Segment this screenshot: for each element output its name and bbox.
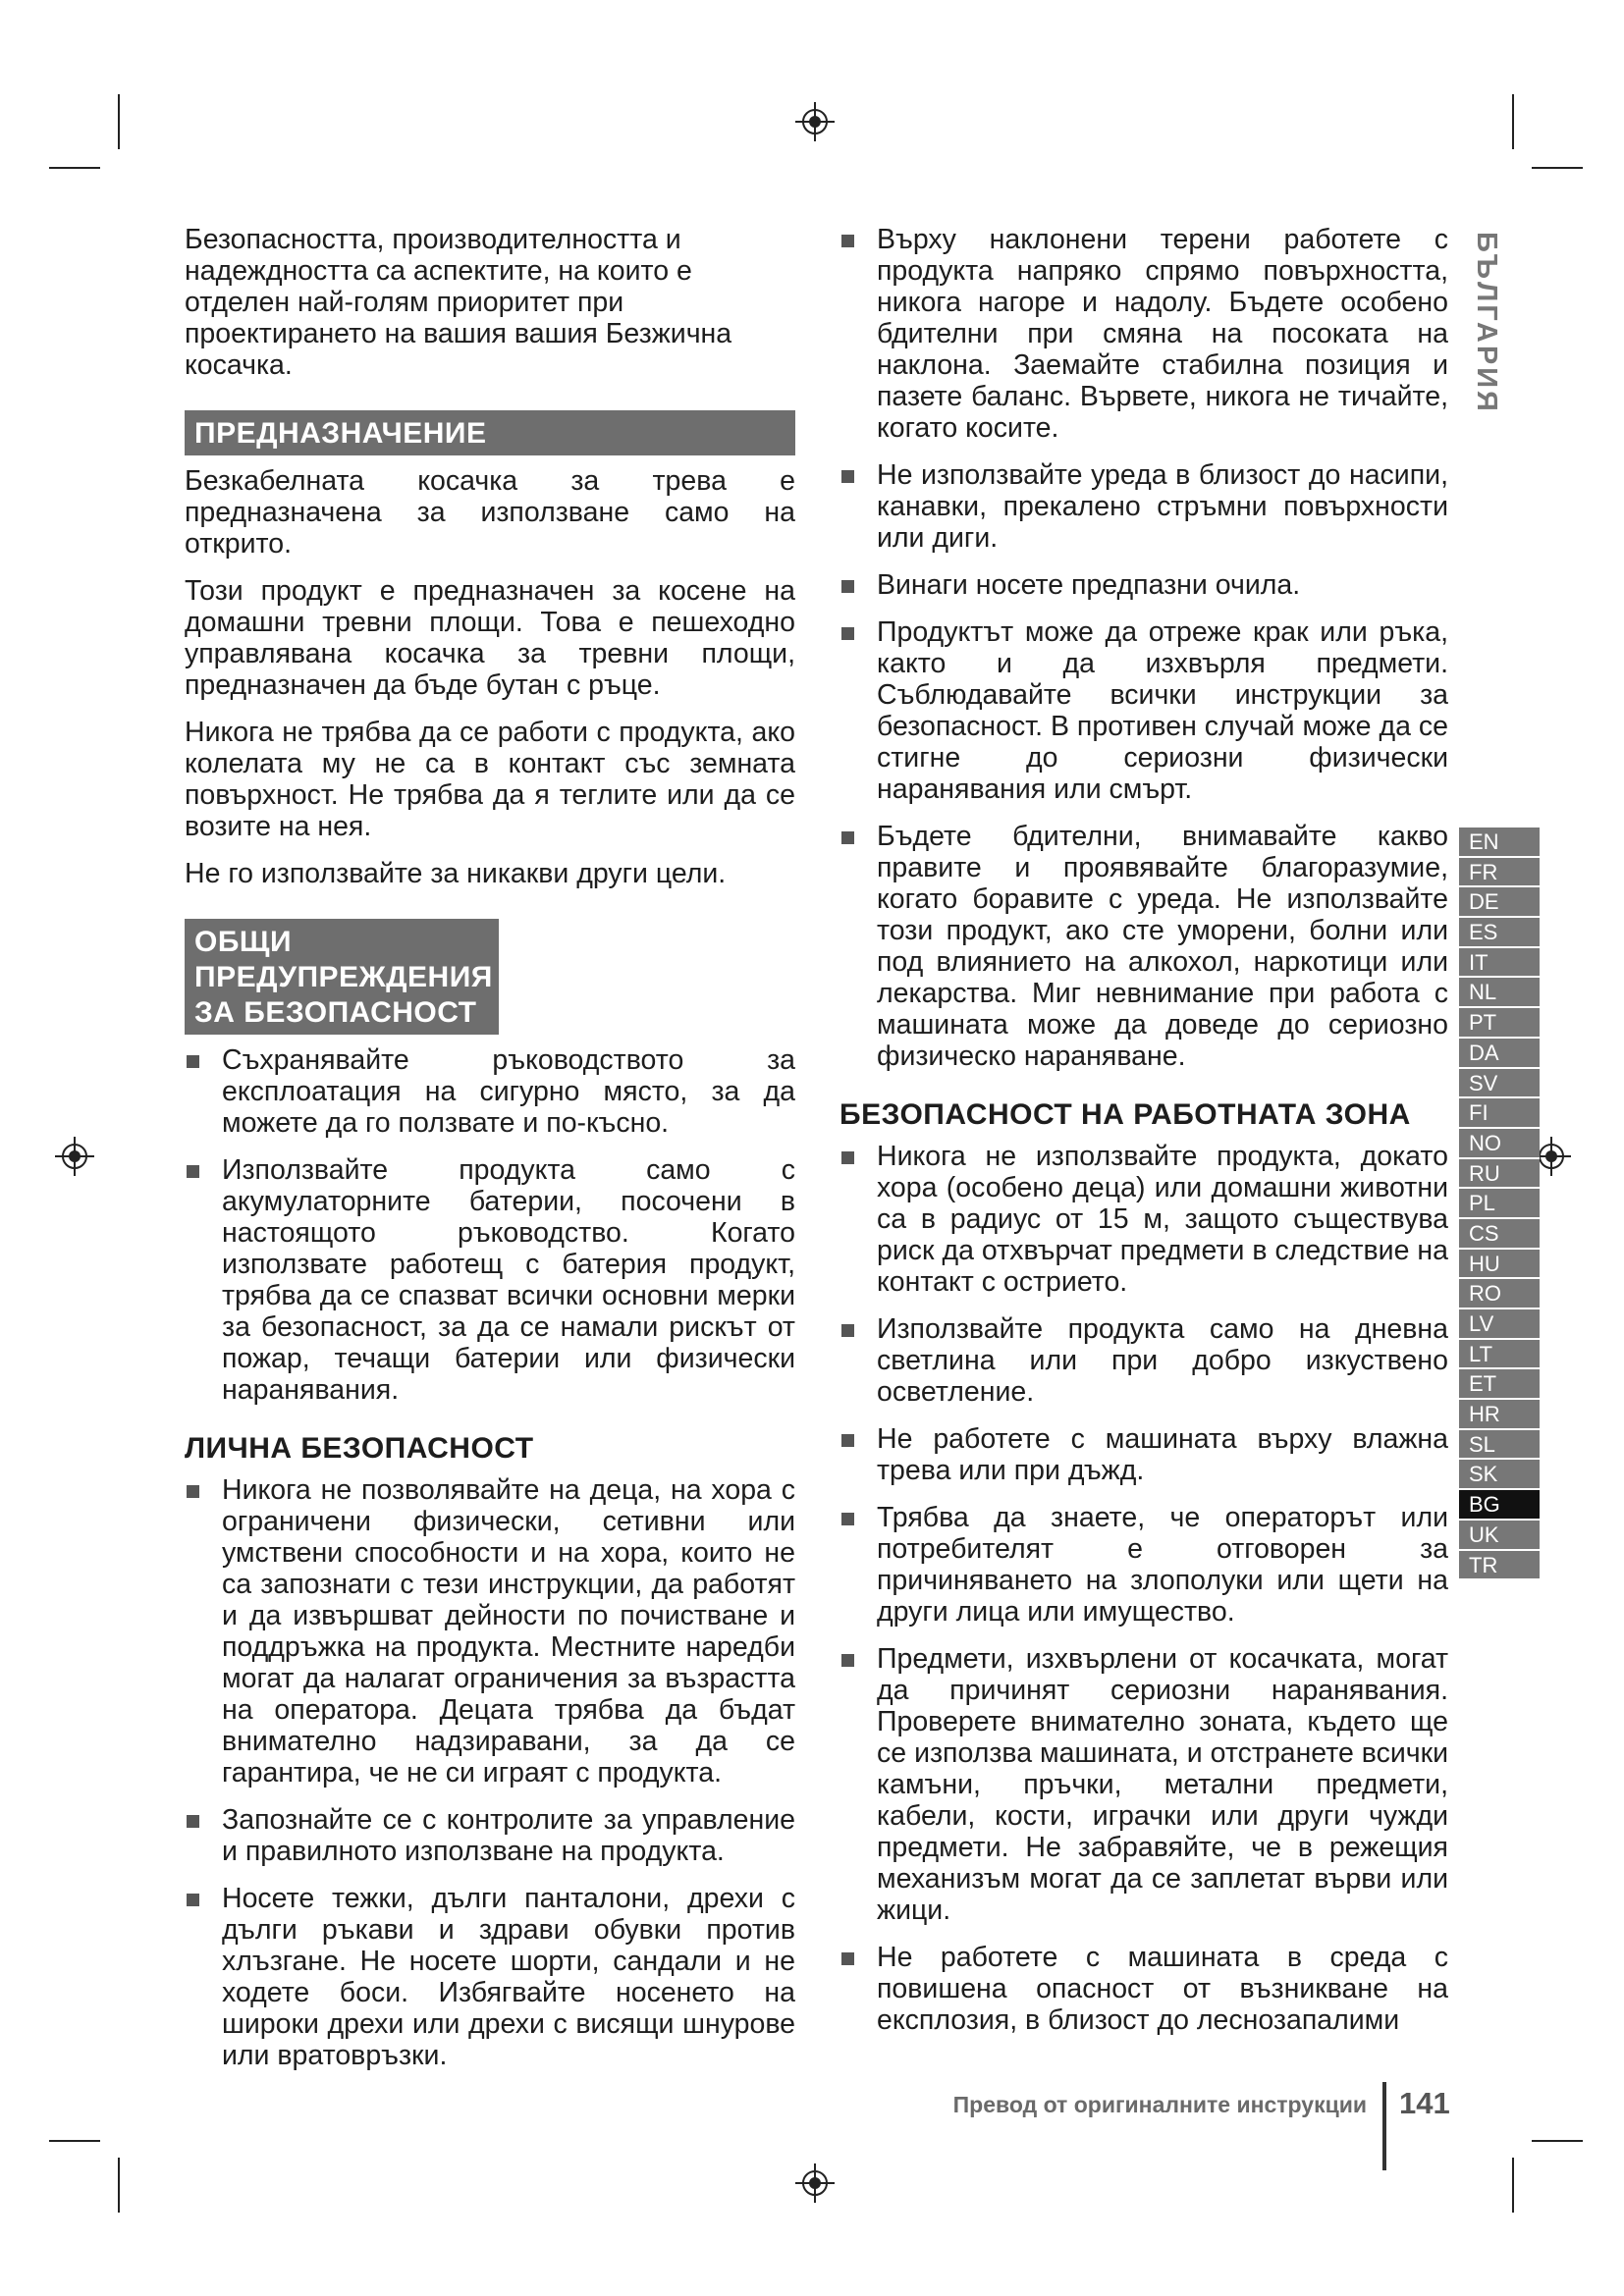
language-tab-sv: SV — [1459, 1069, 1540, 1099]
registration-mark-icon — [55, 1137, 94, 1176]
language-tab-ro: RO — [1459, 1279, 1540, 1309]
language-tab-ru: RU — [1459, 1159, 1540, 1190]
section-heading-work-area-safety: БЕЗОПАСНОСТ НА РАБОТНАТА ЗОНА — [839, 1098, 1411, 1131]
language-tab-hr: HR — [1459, 1400, 1540, 1430]
crop-mark — [1532, 2140, 1583, 2142]
crop-mark — [118, 2158, 120, 2213]
registration-mark-icon — [795, 102, 835, 141]
section-heading-purpose: ПРЕДНАЗНАЧЕНИЕ — [185, 410, 795, 455]
list-item: Върху наклонени терени работете с продукта напряко спрямо повърхността, никога нагоре и надолу. Бъдете особено бдителни при смяна на посоката на наклона. Заемайте стабилна позиция и пазете баланс. Вървете, никога не тичайте, когато косите. — [839, 224, 1448, 444]
bullet-list — [839, 224, 1448, 1072]
section-heading-general-warnings: ОБЩИ ПРЕДУПРЕЖДЕНИЯ ЗА БЕЗОПАСНОСТ — [185, 919, 499, 1035]
language-tab-sk: SK — [1459, 1460, 1540, 1490]
language-tab-hu: HU — [1459, 1250, 1540, 1280]
list-item: Трябва да знаете, че операторът или потребителят е отговорен за причиняването на злополуки или щети на други лица или имущество. — [839, 1502, 1448, 1628]
list-item: Предмети, изхвърлени от косачката, могат да причинят сериозни наранявания. Проверете внимателно зоната, където ще се използва машината, и отстранете всички камъни, пръчки, метални предмети, кабели, кости, играчки или други чужди предмети. Не забравяйте, че в режещия механизъм могат да се заплетат върви или жици. — [839, 1643, 1448, 1926]
list-item: Носете тежки, дълги панталони, дрехи с дълги ръкави и здрави обувки против хлъзгане. Не носете шорти, сандали и не ходете боси. Избягвайте носенето на широки дрехи или дрехи с висящи шнурове или вратовръзки. — [185, 1883, 795, 2071]
language-tab-es: ES — [1459, 918, 1540, 948]
left-column — [185, 224, 795, 2087]
language-tab-fi: FI — [1459, 1098, 1540, 1129]
language-tab-fr: FR — [1459, 858, 1540, 888]
right-column — [839, 224, 1448, 2052]
footer-caption: Превод от оригиналните инструкции — [952, 2092, 1367, 2117]
language-tab-et: ET — [1459, 1369, 1540, 1400]
language-tab-bg: BG — [1459, 1490, 1540, 1521]
page-number: 141 — [1399, 2086, 1450, 2120]
paragraph: Безкабелната косачка за трева е предназначена за използване само на открито. — [185, 465, 795, 560]
bullet-list — [185, 1474, 795, 2071]
language-tab-de: DE — [1459, 887, 1540, 918]
footer-divider — [1382, 2082, 1386, 2170]
list-item: Не работете с машината в среда с повишена опасност от възникване на експлозия, в близост до леснозапалими — [839, 1942, 1448, 2036]
list-item: Винаги носете предпазни очила. — [839, 569, 1448, 601]
crop-mark — [1532, 167, 1583, 169]
crop-mark — [49, 167, 100, 169]
language-tab-cs: CS — [1459, 1219, 1540, 1250]
registration-mark-icon — [795, 2163, 835, 2203]
paragraph: Никога не трябва да се работи с продукта, ако колелата му не са в контакт със земната повърхност. Не трябва да я теглите или да се возите на нея. — [185, 717, 795, 842]
language-tab-tr: TR — [1459, 1551, 1540, 1581]
crop-mark — [1512, 94, 1514, 149]
list-item: Не работете с машината върху влажна трева или при дъжд. — [839, 1423, 1448, 1486]
list-item: Никога не използвайте продукта, докато хора (особено деца) или домашни животни са в радиус от 15 м, защото съществува риск да отхвърчат предмети в следствие на контакт с острието. — [839, 1141, 1448, 1298]
page-footer — [884, 2082, 1473, 2141]
language-tab-sl: SL — [1459, 1430, 1540, 1461]
list-item: Никога не позволявайте на деца, на хора с ограничени физически, сетивни или умствени способности и на хора, които не са запознати с тези инструкции, да работят и да извършват дейности по почистване и поддръжка на продукта. Местните наредби могат да налагат ограничения за възрастта на оператора. Децата трябва да бъдат внимателно надзиравани, за да се гарантира, че не си играят с продукта. — [185, 1474, 795, 1789]
paragraph: Този продукт е предназначен за косене на домашни тревни площи. Това е пешеходно управлявана косачка за тревни площи, предназначен да бъде бутан с ръце. — [185, 575, 795, 701]
list-item: Използвайте продукта само с акумулаторните батерии, посочени в настоящото ръководство. Когато използвате работещ с батерия продукт, трябва да се спазват всички основни мерки за безопасност, за да се намали рискът от пожар, течащи батерии или физически наранявания. — [185, 1154, 795, 1406]
side-language-title: БЪЛГАРИЯ — [1471, 232, 1502, 414]
section-heading-personal-safety: ЛИЧНА БЕЗОПАСНОСТ — [185, 1432, 534, 1465]
paragraph: Не го използвайте за никакви други цели. — [185, 858, 727, 889]
language-tab-lt: LT — [1459, 1340, 1540, 1370]
intro-paragraph: Безопасността, производителността и надеждността са аспектите, на които е отделен най-голям приоритет при проектирането на вашия вашия Безжична косачка. — [185, 224, 732, 381]
list-item: Използвайте продукта само на дневна светлина или при добро изкуствено осветление. — [839, 1313, 1448, 1408]
list-item: Бъдете бдителни, внимавайте какво правите и проявявайте благоразумие, когато боравите с уреда. Не използвайте този продукт, ако сте уморени, болни или под влиянието на алкохол, наркотици или лекарства. Миг невнимание при работа с машината може да доведе до сериозно физическо нараняване. — [839, 821, 1448, 1072]
list-item: Съхранявайте ръководството за експлоатация на сигурно място, за да можете да го ползвате и по-късно. — [185, 1044, 795, 1139]
language-tab-pl: PL — [1459, 1189, 1540, 1219]
language-tab-lv: LV — [1459, 1309, 1540, 1340]
list-item: Не използвайте уреда в близост до насипи, канавки, прекалено стръмни повърхности или диги. — [839, 459, 1448, 554]
language-index — [1459, 828, 1540, 1580]
language-tab-pt: PT — [1459, 1008, 1540, 1039]
crop-mark — [118, 94, 120, 149]
language-tab-no: NO — [1459, 1129, 1540, 1159]
list-item: Запознайте се с контролите за управление и правилното използване на продукта. — [185, 1804, 795, 1867]
bullet-list — [185, 1044, 795, 1406]
language-tab-da: DA — [1459, 1039, 1540, 1069]
crop-mark — [49, 2140, 100, 2142]
language-tab-uk: UK — [1459, 1521, 1540, 1551]
bullet-list — [839, 1141, 1448, 2036]
crop-mark — [1512, 2158, 1514, 2213]
language-tab-en: EN — [1459, 828, 1540, 858]
language-tab-nl: NL — [1459, 978, 1540, 1008]
language-tab-it: IT — [1459, 948, 1540, 979]
list-item: Продуктът може да отреже крак или ръка, както и да изхвърля предмети. Съблюдавайте всички инструкции за безопасност. В противен случай може да се стигне до сериозни физически наранявания или смърт. — [839, 616, 1448, 805]
